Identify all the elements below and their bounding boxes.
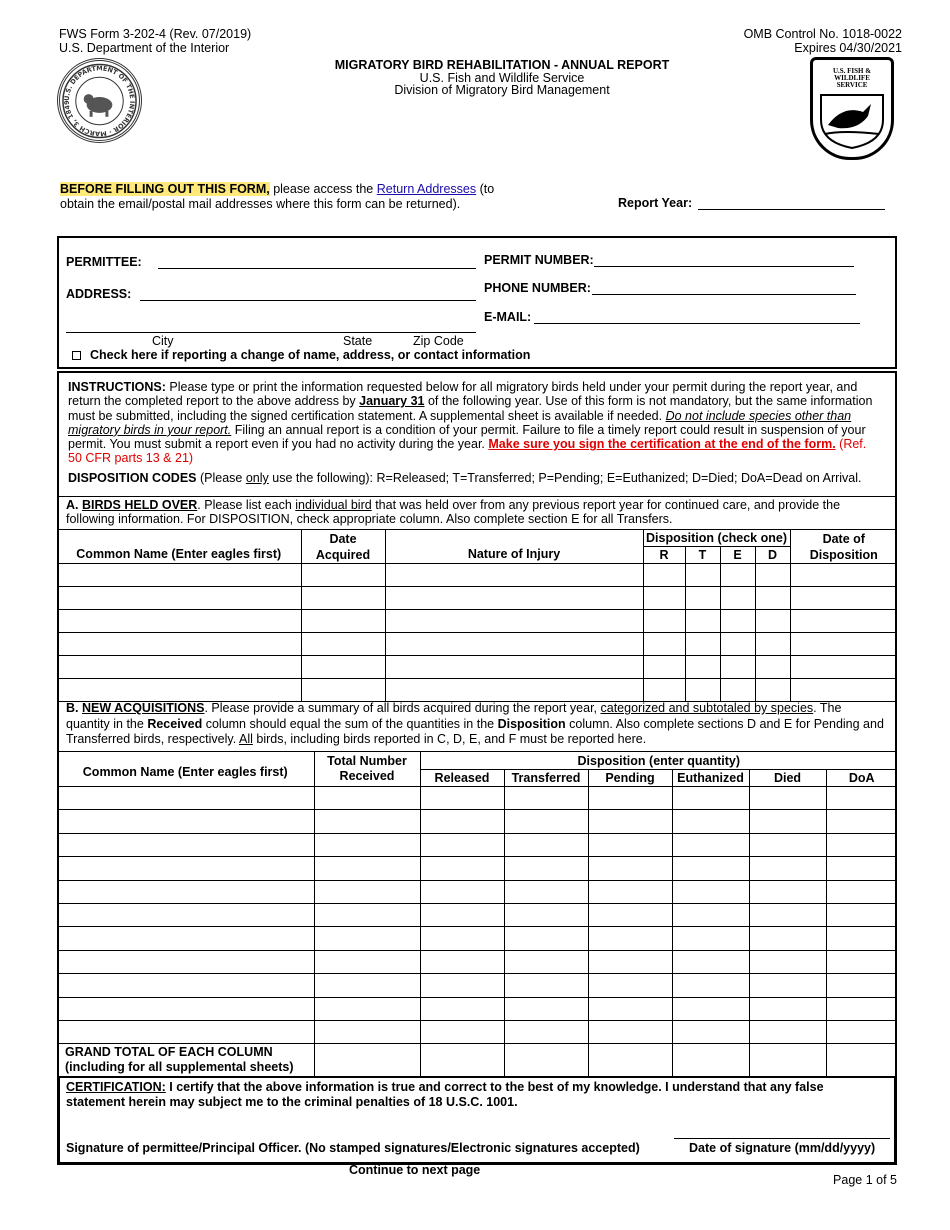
divider [57, 496, 897, 497]
table-cell[interactable] [720, 656, 755, 679]
col-died: Died [749, 770, 826, 787]
table-cell[interactable] [826, 880, 897, 903]
table-cell[interactable] [420, 927, 504, 950]
table-row [57, 927, 897, 950]
table-cell[interactable] [57, 587, 301, 610]
table-cell[interactable] [826, 997, 897, 1020]
city-label: City [152, 334, 174, 348]
title-block [0, 59, 950, 97]
table-cell[interactable] [672, 927, 749, 950]
grand-total-died[interactable] [749, 1044, 826, 1077]
table-cell[interactable] [57, 633, 301, 656]
table-cell[interactable] [720, 633, 755, 656]
seal-text: U.S. DEPARTMENT OF THE INTERIOR · MARCH 3, 1849 [62, 63, 137, 138]
form-id: FWS Form 3-202-4 (Rev. 07/2019) [59, 27, 252, 41]
instructions-text-2: of the following year. Use of this form is not mandatory, but the same information must be submitted, including the signed certification statement. A supplemental sheet is available if needed. [68, 394, 873, 423]
col-r: R [643, 547, 685, 564]
table-cell[interactable] [301, 610, 385, 633]
table-cell[interactable] [826, 857, 897, 880]
omb-block [744, 27, 902, 55]
table-cell[interactable] [57, 787, 314, 810]
table-cell[interactable] [643, 656, 685, 679]
col-nature-of-injury: Nature of Injury [385, 530, 643, 564]
table-cell[interactable] [720, 564, 755, 587]
codes-label: DISPOSITION CODES [68, 471, 197, 485]
intro-text [60, 182, 520, 211]
table-cell[interactable] [588, 810, 672, 833]
grand-total-transferred[interactable] [504, 1044, 588, 1077]
instructions-text-4: Filing an annual report is a condition of your permit. Failure to file a timely report could result in suspension of your permit. You must submit a report even if you had no activity during the year. [68, 422, 866, 452]
instructions-text-3: Do not include species other than migratory birds in your report. [68, 408, 852, 437]
email-field[interactable] [534, 323, 860, 324]
expires: Expires 04/30/2021 [794, 41, 902, 55]
table-cell[interactable] [790, 564, 897, 587]
table-row [57, 857, 897, 880]
table-cell[interactable] [314, 880, 420, 903]
table-cell[interactable] [685, 564, 720, 587]
grand-total-label [57, 1044, 314, 1077]
table-row [57, 656, 897, 679]
table-row [57, 880, 897, 903]
table-cell[interactable] [314, 997, 420, 1020]
table-row [57, 679, 897, 702]
section-a-intro [66, 498, 881, 526]
table-cell[interactable] [826, 787, 897, 810]
instructions-label: INSTRUCTIONS: [68, 380, 166, 394]
return-addresses-link[interactable]: Return Addresses [376, 182, 477, 196]
table-cell[interactable] [504, 974, 588, 997]
table-cell[interactable] [672, 787, 749, 810]
section-a-label: A. [66, 498, 79, 512]
table-cell[interactable] [672, 950, 749, 973]
table-cell[interactable] [685, 679, 720, 702]
table-cell[interactable] [749, 833, 826, 856]
table-cell[interactable] [826, 833, 897, 856]
col-transferred: Transferred [504, 770, 588, 787]
table-cell[interactable] [57, 810, 314, 833]
col-date-acquired [301, 530, 385, 564]
table-cell[interactable] [420, 810, 504, 833]
table-cell[interactable] [504, 833, 588, 856]
table-cell[interactable] [385, 610, 643, 633]
table-cell[interactable] [720, 679, 755, 702]
table-cell[interactable] [314, 857, 420, 880]
table-cell[interactable] [749, 787, 826, 810]
table-row [57, 810, 897, 833]
instructions-text-1: Please type or print the information requested below for all migratory birds held under your permit during the report year, and return the completed report to the above address by [68, 380, 858, 409]
section-a-heading: BIRDS HELD OVER [81, 498, 198, 512]
section-b-intro [66, 701, 886, 748]
table-cell[interactable] [685, 633, 720, 656]
table-cell[interactable] [790, 610, 897, 633]
phone-field[interactable] [592, 294, 856, 295]
table-row [57, 950, 897, 973]
grand-total-euthanized[interactable] [672, 1044, 749, 1077]
table-cell[interactable] [420, 880, 504, 903]
table-cell[interactable] [57, 1020, 314, 1043]
disposition-codes [68, 471, 880, 485]
categorized: categorized and subtotaled by species [600, 701, 814, 715]
col-total-2: Received [339, 769, 395, 783]
intro-text-3: obtain the email/postal mail addresses where this form can be returned). [60, 196, 461, 211]
table-cell[interactable] [643, 610, 685, 633]
table-cell[interactable] [301, 587, 385, 610]
table-cell[interactable] [672, 880, 749, 903]
table-cell[interactable] [790, 633, 897, 656]
table-cell[interactable] [790, 656, 897, 679]
certification-text [66, 1080, 876, 1110]
table-cell[interactable] [420, 903, 504, 926]
omb-control: OMB Control No. 1018-0022 [743, 27, 902, 41]
table-cell[interactable] [755, 610, 790, 633]
phone-label: PHONE NUMBER: [484, 281, 591, 295]
birds-held-over-table [57, 529, 897, 702]
table-cell[interactable] [57, 974, 314, 997]
signature-date-field[interactable] [674, 1138, 890, 1139]
department: U.S. Department of the Interior [59, 41, 230, 55]
col-e: E [720, 547, 755, 564]
table-row [57, 997, 897, 1020]
table-cell[interactable] [643, 633, 685, 656]
table-cell[interactable] [826, 974, 897, 997]
section-b-text-3: column should equal the sum of the quantities in the [205, 716, 495, 731]
intro-text-2: (to [479, 182, 495, 196]
address-field[interactable] [140, 300, 476, 301]
change-check-label: Check here if reporting a change of name, address, or contact information [90, 348, 531, 362]
grand-total-1: GRAND TOTAL OF EACH COLUMN [65, 1045, 273, 1060]
section-b-text-4: column. Also complete sections D and E for Pending and Transferred birds, respectively. [66, 716, 884, 746]
report-year-field[interactable] [698, 209, 885, 210]
certification-label: CERTIFICATION: [66, 1080, 166, 1094]
table-cell[interactable] [57, 679, 301, 702]
grand-total-released[interactable] [420, 1044, 504, 1077]
section-b-label: B. [66, 701, 79, 715]
table-cell[interactable] [643, 564, 685, 587]
table-cell[interactable] [749, 1020, 826, 1043]
table-row [57, 633, 897, 656]
table-row [57, 974, 897, 997]
table-cell[interactable] [749, 974, 826, 997]
table-cell[interactable] [57, 927, 314, 950]
table-cell[interactable] [588, 857, 672, 880]
deadline: January 31 [359, 394, 425, 409]
table-cell[interactable] [720, 610, 755, 633]
table-cell[interactable] [420, 950, 504, 973]
codes-text-b: use the following): R=Released; T=Transferred; P=Pending; E=Euthanized; D=Died; DoA=Dead on Arrival. [272, 471, 862, 485]
table-cell[interactable] [504, 950, 588, 973]
table-cell[interactable] [588, 1020, 672, 1043]
before-filling: BEFORE FILLING OUT THIS FORM, [60, 182, 270, 196]
table-cell[interactable] [826, 903, 897, 926]
permit-number-label: PERMIT NUMBER: [484, 253, 594, 267]
table-cell[interactable] [385, 587, 643, 610]
table-cell[interactable] [755, 587, 790, 610]
table-cell[interactable] [314, 974, 420, 997]
table-cell[interactable] [420, 997, 504, 1020]
table-cell[interactable] [504, 1020, 588, 1043]
table-cell[interactable] [588, 927, 672, 950]
col-doa: DoA [826, 770, 897, 787]
table-cell[interactable] [57, 903, 314, 926]
individual-bird: individual bird [295, 498, 372, 512]
table-cell[interactable] [314, 833, 420, 856]
table-cell[interactable] [588, 997, 672, 1020]
table-cell[interactable] [588, 880, 672, 903]
table-cell[interactable] [57, 656, 301, 679]
table-cell[interactable] [672, 857, 749, 880]
table-cell[interactable] [755, 656, 790, 679]
table-row [57, 1020, 897, 1043]
table-cell[interactable] [57, 857, 314, 880]
section-b-heading: NEW ACQUISITIONS [81, 701, 205, 715]
doi-seal-icon [57, 58, 142, 143]
instructions [68, 380, 880, 466]
section-b-text-1: . Please provide a summary of all birds acquired during the report year, [204, 701, 598, 715]
table-cell[interactable] [504, 997, 588, 1020]
all-word: All [239, 732, 253, 746]
table-cell[interactable] [314, 903, 420, 926]
col-d: D [755, 547, 790, 564]
grand-total-2: (including for all supplemental sheets) [65, 1060, 294, 1075]
table-cell[interactable] [420, 857, 504, 880]
table-cell[interactable] [749, 903, 826, 926]
table-cell[interactable] [504, 857, 588, 880]
table-cell[interactable] [685, 610, 720, 633]
permittee-label: PERMITTEE: [66, 255, 142, 269]
table-row [57, 610, 897, 633]
table-cell[interactable] [301, 679, 385, 702]
sign-warning: Make sure you sign the certification at the end of the form. [488, 437, 836, 452]
grand-total-doa[interactable] [826, 1044, 897, 1077]
form-id-block [59, 27, 251, 55]
table-cell[interactable] [790, 587, 897, 610]
table-cell[interactable] [672, 903, 749, 926]
col-t: T [685, 547, 720, 564]
table-cell[interactable] [314, 927, 420, 950]
table-cell[interactable] [57, 564, 301, 587]
table-cell[interactable] [826, 810, 897, 833]
table-cell[interactable] [385, 656, 643, 679]
table-cell[interactable] [643, 679, 685, 702]
zip-label: Zip Code [413, 334, 464, 348]
cfr-reference: (Ref. 50 CFR parts 13 & 21) [68, 437, 867, 466]
table-cell[interactable] [749, 950, 826, 973]
table-cell[interactable] [790, 679, 897, 702]
continue-note: Continue to next page [349, 1163, 481, 1177]
table-cell[interactable] [826, 927, 897, 950]
table-cell[interactable] [57, 880, 314, 903]
table-cell[interactable] [826, 950, 897, 973]
disposition-word: Disposition [497, 716, 566, 731]
intro-text-1: please access the [273, 182, 374, 196]
table-cell[interactable] [301, 633, 385, 656]
table-cell[interactable] [420, 787, 504, 810]
permittee-field[interactable] [158, 268, 476, 269]
grand-total-pending[interactable] [588, 1044, 672, 1077]
certification-statement: I certify that the above information is true and correct to the best of my knowledge. I understand that any false statement herein may subject me to the criminal penalties of 18 U.S.C. 1001. [66, 1080, 824, 1109]
table-cell[interactable] [301, 656, 385, 679]
table-cell[interactable] [301, 564, 385, 587]
table-row [57, 564, 897, 587]
table-cell[interactable] [643, 587, 685, 610]
table-cell[interactable] [314, 1020, 420, 1043]
col-common-name: Common Name (Enter eagles first) [57, 752, 314, 787]
table-cell[interactable] [672, 833, 749, 856]
table-cell[interactable] [314, 810, 420, 833]
section-b-text-2: . The quantity in the [66, 701, 842, 731]
email-label: E-MAIL: [484, 310, 532, 324]
table-cell[interactable] [504, 810, 588, 833]
table-cell[interactable] [588, 903, 672, 926]
col-date-of-disposition [790, 530, 897, 564]
table-cell[interactable] [588, 833, 672, 856]
table-cell[interactable] [672, 1020, 749, 1043]
table-cell[interactable] [826, 1020, 897, 1043]
fws-logo-icon [810, 57, 894, 160]
grand-total-received[interactable] [314, 1044, 420, 1077]
table-cell[interactable] [672, 997, 749, 1020]
table-cell[interactable] [749, 857, 826, 880]
col-total-1: Total Number [327, 754, 407, 768]
codes-text-a: (Please [199, 471, 243, 485]
table-cell[interactable] [57, 950, 314, 973]
table-cell[interactable] [420, 833, 504, 856]
page-number: Page 1 of 5 [833, 1173, 897, 1187]
codes-only: only [245, 471, 269, 485]
col-pending: Pending [588, 770, 672, 787]
section-a-text-1: . Please list each [197, 498, 292, 512]
table-cell[interactable] [385, 564, 643, 587]
received-word: Received [147, 716, 203, 731]
col-dod-1: Date of [822, 531, 865, 546]
address-line-2-field[interactable] [66, 332, 476, 333]
table-cell[interactable] [314, 950, 420, 973]
table-cell[interactable] [385, 679, 643, 702]
address-label: ADDRESS: [66, 287, 132, 301]
table-cell[interactable] [749, 927, 826, 950]
table-cell[interactable] [755, 633, 790, 656]
col-acquired: Acquired [315, 547, 371, 562]
table-cell[interactable] [588, 950, 672, 973]
table-cell[interactable] [588, 787, 672, 810]
table-cell[interactable] [672, 810, 749, 833]
col-common-name: Common Name (Enter eagles first) [57, 530, 301, 564]
table-cell[interactable] [504, 927, 588, 950]
fws-logo-text: U.S. FISH & WILDLIFE SERVICE [832, 67, 872, 89]
table-cell[interactable] [685, 656, 720, 679]
table-row [57, 787, 897, 810]
table-cell[interactable] [504, 787, 588, 810]
table-cell[interactable] [672, 974, 749, 997]
subtitle-division: Division of Migratory Bird Management [394, 83, 610, 97]
col-disposition: Disposition (check one) [643, 530, 790, 547]
col-total-received [314, 752, 420, 787]
table-cell[interactable] [314, 787, 420, 810]
report-year-label: Report Year: [618, 196, 693, 210]
section-b-text-5: birds, including birds reported in C, D, E, and F must be reported here. [256, 732, 647, 746]
col-dod-2: Disposition [809, 547, 878, 562]
table-row [57, 903, 897, 926]
signature-label: Signature of permittee/Principal Officer. (No stamped signatures/Electronic signatures accepted) [66, 1141, 640, 1155]
section-a-text-2: that was held over from any previous report year for continued care, and provide the following information. For DISPOSITION, check appropriate column. Also complete section E for all Transfers. [66, 498, 841, 526]
table-cell[interactable] [385, 633, 643, 656]
table-cell[interactable] [420, 974, 504, 997]
table-cell[interactable] [749, 997, 826, 1020]
new-acquisitions-table [57, 751, 897, 1077]
table-cell[interactable] [57, 610, 301, 633]
table-cell[interactable] [420, 1020, 504, 1043]
state-label: State [343, 334, 373, 348]
form-title: MIGRATORY BIRD REHABILITATION - ANNUAL REPORT [334, 58, 670, 72]
change-checkbox[interactable] [72, 351, 81, 360]
table-cell[interactable] [755, 679, 790, 702]
permit-number-field[interactable] [594, 266, 854, 267]
col-disposition-quantity: Disposition (enter quantity) [420, 752, 897, 770]
table-row [57, 833, 897, 856]
table-cell[interactable] [749, 880, 826, 903]
table-cell[interactable] [504, 903, 588, 926]
col-date: Date [329, 531, 357, 546]
table-cell[interactable] [57, 997, 314, 1020]
col-euthanized: Euthanized [672, 770, 749, 787]
table-cell[interactable] [755, 564, 790, 587]
table-cell[interactable] [749, 810, 826, 833]
table-row [57, 587, 897, 610]
table-cell[interactable] [685, 587, 720, 610]
date-of-signature-label: Date of signature (mm/dd/yyyy) [689, 1141, 876, 1155]
subtitle-fws: U.S. Fish and Wildlife Service [419, 70, 585, 85]
table-cell[interactable] [57, 833, 314, 856]
table-cell[interactable] [504, 880, 588, 903]
col-released: Released [420, 770, 504, 787]
table-cell[interactable] [588, 974, 672, 997]
table-cell[interactable] [720, 587, 755, 610]
